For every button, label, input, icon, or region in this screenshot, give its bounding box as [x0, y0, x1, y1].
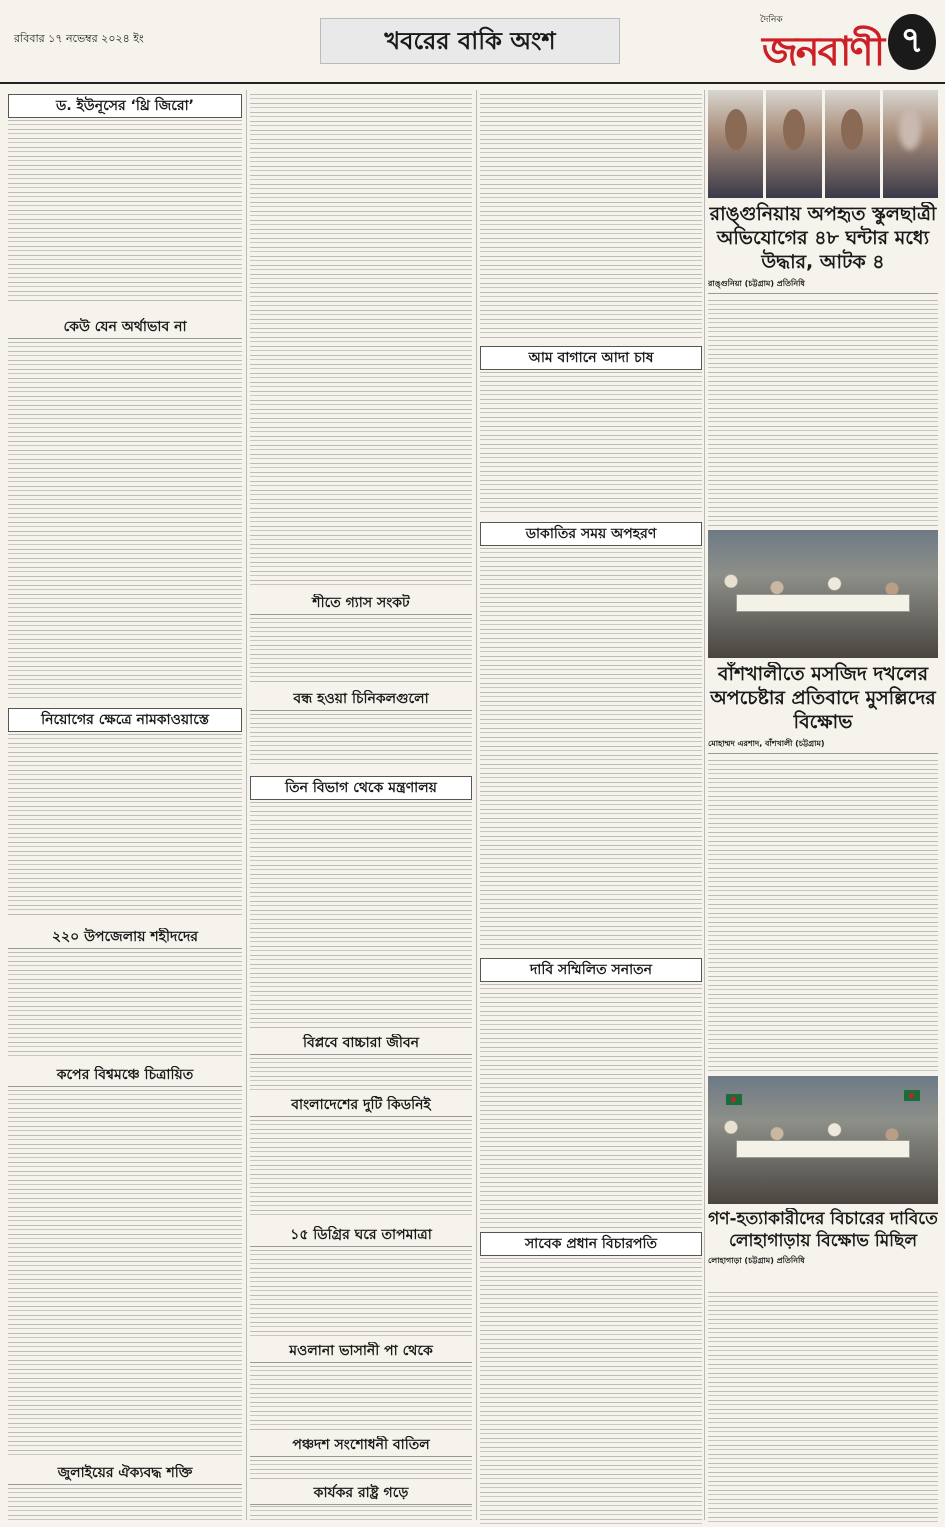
article-body [250, 714, 472, 766]
article-body [250, 1506, 472, 1524]
suspect-photo [825, 90, 880, 198]
article-heading: নিয়োগের ক্ষেত্রে নামকাওয়াস্তে [8, 708, 242, 732]
article-block [250, 690, 472, 766]
article-block [708, 300, 938, 526]
article-block [8, 1464, 242, 1524]
article-heading: ১৫ ডিগ্রির ঘরে তাপমাত্রা [250, 1226, 472, 1247]
article-byline: রাঙ্গুনিয়া (চট্টগ্রাম) প্রতিনিধি [708, 278, 938, 294]
article-body [250, 1120, 472, 1216]
article-body [250, 1250, 472, 1336]
logo-name: জনবাণী [762, 29, 884, 75]
article-heading: কার্যকর রাষ্ট্র গড়ে [250, 1484, 472, 1505]
article-headline-block [708, 1208, 938, 1268]
article-block [8, 94, 242, 304]
article-body [250, 1058, 472, 1090]
article-block [708, 1292, 938, 1524]
article-heading: কপের বিশ্বমঞ্চে চিত্রায়িত [8, 1066, 242, 1087]
article-block [480, 94, 702, 340]
article-body [708, 300, 938, 526]
article-body [480, 984, 702, 1228]
article-heading: আম বাগানে আদা চাষ [480, 346, 702, 370]
masthead [0, 0, 945, 84]
article-body [708, 760, 938, 1072]
article-block [250, 1034, 472, 1090]
article-block [8, 708, 242, 918]
article-heading: জুলাইয়ের ঐক্যবদ্ধ শক্তি [8, 1464, 242, 1485]
suspect-photo [708, 90, 763, 198]
bangladesh-flag-icon [726, 1094, 742, 1105]
article-body [250, 1366, 472, 1432]
article-block [480, 346, 702, 516]
article-body [8, 120, 242, 304]
column-divider [704, 90, 705, 1520]
article-block [480, 1232, 702, 1524]
column-divider [476, 90, 477, 1520]
logo-daily-label: দৈনিক [760, 15, 783, 25]
article-heading: মওলানা ভাসানী পা থেকে [250, 1342, 472, 1363]
article-heading: বিপ্লবে বাচ্চারা জীবন [250, 1034, 472, 1055]
article-heading: ড. ইউনূসের ‘থ্রি জিরো’ [8, 94, 242, 118]
article-body [8, 734, 242, 918]
article-heading: দাবি সম্মিলিত সনাতন [480, 958, 702, 982]
article-heading: বাংলাদেশের দুটি কিডনিই [250, 1096, 472, 1117]
article-body [250, 94, 472, 588]
article-headline: বাঁশখালীতে মসজিদ দখলের অপচেষ্টার প্রতিবাদে মুসল্লিদের বিক্ষোভ [710, 663, 936, 733]
article-block [250, 1096, 472, 1216]
article-heading: তিন বিভাগ থেকে মন্ত্রণালয় [250, 776, 472, 800]
protest-photo [708, 530, 938, 658]
article-body [480, 1258, 702, 1524]
article-block [250, 1484, 472, 1524]
article-body [8, 1488, 242, 1524]
newspaper-logo [760, 12, 888, 75]
issue-date: রবিবার ১৭ নভেম্বর ২০২৪ ইং [14, 32, 144, 45]
column-divider [246, 90, 247, 1520]
article-body [250, 618, 472, 684]
bangladesh-flag-icon [904, 1090, 920, 1101]
article-block [8, 318, 242, 698]
article-body [708, 1292, 938, 1524]
article-heading: শীতে গ্যাস সংকট [250, 594, 472, 615]
article-heading: কেউ যেন অর্থাভাব না [8, 318, 242, 339]
article-block [480, 958, 702, 1228]
article-block [250, 1342, 472, 1432]
suspect-photo [766, 90, 821, 198]
article-body [8, 952, 242, 1056]
article-body [250, 1460, 472, 1480]
article-heading: ডাকাতির সময় অপহরণ [480, 522, 702, 546]
article-block [250, 1226, 472, 1336]
article-block [250, 1436, 472, 1480]
article-body [8, 342, 242, 698]
article-block [8, 928, 242, 1056]
article-block [708, 760, 938, 1072]
protest-banner [736, 594, 911, 612]
article-body [8, 1090, 242, 1458]
article-byline: লোহাগাড়া (চট্টগ্রাম) প্রতিনিধি [708, 1255, 938, 1268]
article-block [250, 776, 472, 1030]
article-block [8, 1066, 242, 1458]
article-block [250, 94, 472, 588]
rally-banner [736, 1140, 911, 1158]
article-block [250, 594, 472, 684]
article-heading: ২২০ উপজেলায় শহীদদের [8, 928, 242, 949]
article-byline: মোহাম্মদ এরশাদ, বাঁশখালী (চট্টগ্রাম) [708, 738, 938, 754]
rally-photo [708, 1076, 938, 1204]
article-headline: রাঙ্গুনিয়ায় অপহৃত স্কুলছাত্রী অভিযোগের ৪৮ ঘন্টার মধ্যে উদ্ধার, আটক ৪ [709, 203, 937, 273]
section-title: খবরের বাকি অংশ [320, 18, 620, 64]
victim-photo-blurred [883, 90, 938, 198]
article-headline: গণ-হত্যাকারীদের বিচারের দাবিতে লোহাগাড়ায় বিক্ষোভ মিছিল [708, 1209, 938, 1251]
article-block [480, 522, 702, 952]
article-body [480, 372, 702, 516]
article-body [480, 548, 702, 952]
article-heading: বন্ধ হওয়া চিনিকলগুলো [250, 690, 472, 711]
article-body [250, 802, 472, 1030]
suspects-photo-strip [708, 90, 938, 198]
article-headline-block [708, 202, 938, 298]
article-heading: পঞ্চদশ সংশোধনী বাতিল [250, 1436, 472, 1457]
article-heading: সাবেক প্রধান বিচারপতি [480, 1232, 702, 1256]
article-body [480, 94, 702, 340]
article-headline-block [708, 662, 938, 758]
page-number: ৭ [888, 14, 936, 70]
